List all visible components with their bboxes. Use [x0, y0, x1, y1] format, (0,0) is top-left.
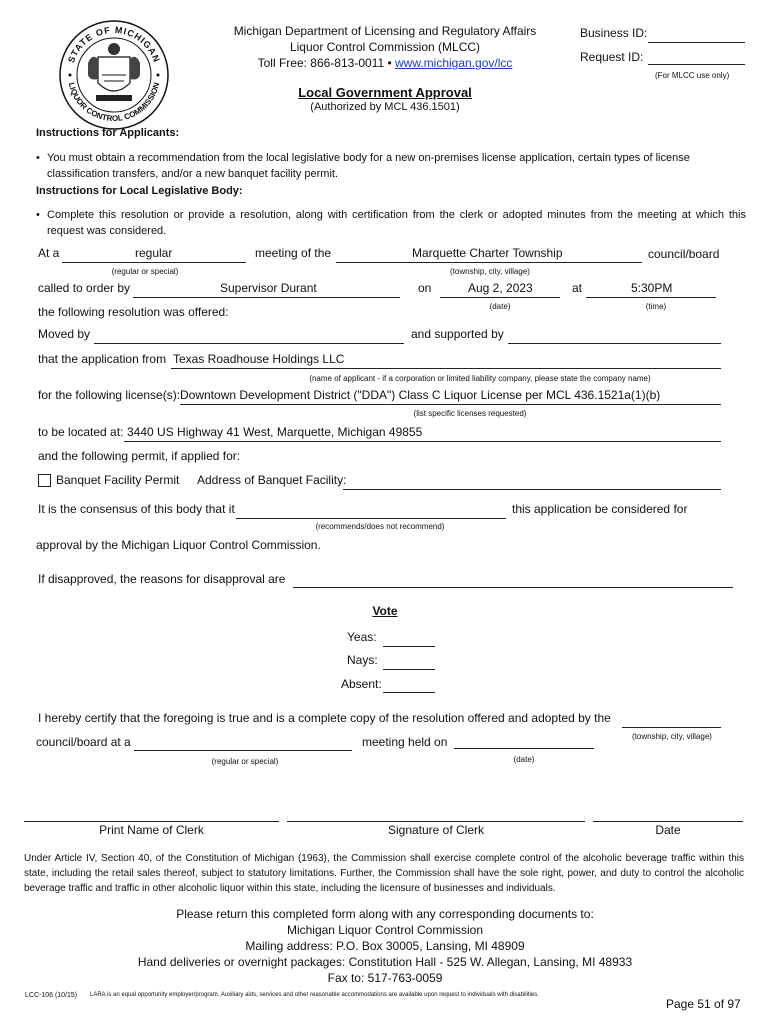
request-id-label: Request ID:	[580, 50, 644, 64]
approval-by-label: approval by the Michigan Liquor Control Commission.	[36, 538, 321, 552]
absent-field[interactable]	[383, 692, 435, 693]
form-number: LCC-106 (10/15)	[25, 992, 78, 999]
print-name-label: Print Name of Clerk	[99, 823, 204, 837]
applicant-value: Texas Roadhouse Holdings LLC	[173, 352, 345, 366]
yeas-field[interactable]	[383, 646, 435, 647]
banquet-address-label: Address of Banquet Facility:	[197, 473, 347, 487]
on-label: on	[418, 281, 432, 295]
yeas-label: Yeas:	[347, 630, 377, 644]
return-line-4: Hand deliveries or overnight packages: Constitution Hall - 525 W. Allegan, Lansing, MI 48933	[137, 955, 633, 969]
cert-hint-regular-special: (regular or special)	[211, 757, 279, 766]
applicants-bullet-text: You must obtain a recommendation from the local legislative body for a new on-premises license application, certain types of license classification transfers, and/or a new banquet facility permit.	[47, 152, 690, 180]
meeting-type-value: regular	[135, 246, 173, 260]
at-a-label: At a	[38, 246, 60, 260]
lara-note: LARA is an equal opportunity employer/program. Auxiliary aids, services and other reasonable accommodations are available upon request to individuals with disabilities.	[90, 992, 539, 998]
cert-hint-date: (date)	[513, 755, 535, 764]
cert-hint-township: (township, city, village)	[632, 732, 712, 741]
bullet-icon: •	[36, 209, 40, 221]
applicant-field[interactable]	[171, 368, 721, 369]
legislative-bullet-text: Complete this resolution or provide a resolution, along with certification from the clerk or adopted minutes from the meeting at which this request was considered.	[47, 209, 746, 237]
signature-label: Signature of Clerk	[387, 823, 485, 837]
vote-heading: Vote	[372, 604, 398, 618]
municipality-value: Marquette Charter Township	[412, 246, 563, 260]
council-board-at-label: council/board at a	[36, 735, 131, 749]
time-value: 5:30PM	[631, 281, 673, 295]
print-name-field[interactable]	[24, 821, 279, 822]
return-info	[85, 906, 685, 986]
date-field[interactable]	[440, 297, 560, 298]
dept-name: Michigan Department of Licensing and Regulatory Affairs	[233, 24, 537, 38]
presiding-value: Supervisor Durant	[220, 281, 317, 295]
moved-by-label: Moved by	[38, 327, 91, 341]
request-id-field[interactable]	[648, 64, 745, 65]
meeting-type-field[interactable]	[62, 262, 246, 263]
sign-date-field[interactable]	[593, 821, 743, 822]
licenses-label: for the following license(s):	[38, 388, 181, 402]
signature-field[interactable]	[287, 821, 585, 822]
hint-regular-special: (regular or special)	[111, 267, 179, 276]
resolution-offered-label: the following resolution was offered:	[38, 305, 229, 319]
bullet-icon: •	[36, 152, 40, 164]
absent-label: Absent:	[341, 677, 382, 691]
form-title: Local Government Approval	[298, 85, 472, 100]
municipality-field[interactable]	[336, 262, 642, 263]
form-authority: (Authorized by MCL 436.1501)	[310, 101, 460, 113]
legislative-heading: Instructions for Local Legislative Body:	[36, 185, 243, 197]
business-id-field[interactable]	[648, 42, 745, 43]
return-line-2: Michigan Liquor Control Commission	[286, 923, 484, 937]
application-from-label: that the application from	[38, 352, 167, 366]
banquet-permit-checkbox[interactable]	[38, 474, 51, 487]
hint-time: (time)	[645, 302, 667, 311]
recommend-field[interactable]	[236, 518, 506, 519]
applicants-heading: Instructions for Applicants:	[36, 127, 180, 139]
michigan-seal-logo	[58, 19, 170, 131]
located-at-label: to be located at:	[38, 425, 124, 439]
considered-for-label: this application be considered for	[512, 502, 688, 516]
contact-line	[210, 55, 560, 71]
hint-date: (date)	[489, 302, 511, 311]
seal-ring-top: STATE OF MICHIGAN	[66, 24, 162, 65]
hint-applicant: (name of applicant - if a corporation or limited liability company, please state the company name)	[309, 374, 651, 383]
disapproval-field[interactable]	[293, 587, 733, 588]
banquet-permit-label: Banquet Facility Permit	[56, 473, 180, 487]
return-line-5: Fax to: 517-763-0059	[327, 971, 443, 985]
commission-name: Liquor Control Commission (MLCC)	[289, 40, 481, 54]
cert-township-field[interactable]	[622, 727, 721, 728]
moved-by-field[interactable]	[94, 343, 404, 344]
website-link[interactable]: www.michigan.gov/lcc	[395, 56, 513, 70]
supported-by-label: and supported by	[411, 327, 504, 341]
business-id-label: Business ID:	[580, 26, 648, 40]
permit-line-label: and the following permit, if applied for:	[38, 449, 241, 463]
presiding-field[interactable]	[133, 297, 400, 298]
hint-township: (township, city, village)	[450, 267, 530, 276]
page-number: Page 51 of 97	[666, 997, 741, 1011]
meeting-of-the-label: meeting of the	[255, 246, 332, 260]
council-board-label: council/board	[648, 247, 720, 261]
date-value: Aug 2, 2023	[468, 281, 533, 295]
nays-field[interactable]	[383, 669, 435, 670]
consensus-label: It is the consensus of this body that it	[38, 502, 235, 516]
supported-by-field[interactable]	[508, 343, 721, 344]
address-value: 3440 US Highway 41 West, Marquette, Michigan 49855	[127, 425, 423, 439]
constitution-paragraph: Under Article IV, Section 40, of the Constitution of Michigan (1963), the Commission shall exercise complete control of the alcoholic beverage traffic within this state, including the retail sales thereof, subject to statutory limitations. Further, the Commission shall have the sole right, power, and duty to control the alcoholic beverage traffic and traffic in other alcoholic liquor within this state, including the licensure of businesses and individuals.	[24, 853, 744, 894]
licenses-value: Downtown Development District ("DDA") Class C Liquor License per MCL 436.1521a(1)(b)	[180, 388, 661, 402]
date-label: Date	[655, 823, 681, 837]
licenses-field[interactable]	[180, 404, 721, 405]
return-line-3: Mailing address: P.O. Box 30005, Lansing, MI 48909	[245, 939, 525, 953]
nays-label: Nays:	[347, 653, 378, 667]
certify-statement: I hereby certify that the foregoing is true and is a complete copy of the resolution offered and adopted by the	[38, 711, 611, 725]
seal-ring-bottom: LIQUOR CONTROL COMMISSION	[66, 81, 162, 124]
cert-date-field[interactable]	[454, 748, 594, 749]
legislative-bullet	[36, 207, 746, 239]
return-line-1: Please return this completed form along with any corresponding documents to:	[176, 907, 594, 921]
hint-recommends: (recommends/does not recommend)	[315, 522, 445, 531]
cert-meeting-type-field[interactable]	[134, 750, 352, 751]
time-field[interactable]	[586, 297, 716, 298]
at-label: at	[572, 281, 583, 295]
disapproval-label: If disapproved, the reasons for disapproval are	[38, 572, 286, 586]
mlcc-use-note: (For MLCC use only)	[655, 71, 730, 80]
phone-text: Toll Free: 866-813-0011 •	[257, 56, 395, 70]
hint-licenses: (list specific licenses requested)	[413, 409, 527, 418]
address-field[interactable]	[124, 441, 721, 442]
applicants-bullet	[36, 150, 746, 182]
banquet-address-field[interactable]	[343, 489, 721, 490]
called-to-order-label: called to order by	[38, 281, 131, 295]
meeting-held-on-label: meeting held on	[362, 735, 448, 749]
